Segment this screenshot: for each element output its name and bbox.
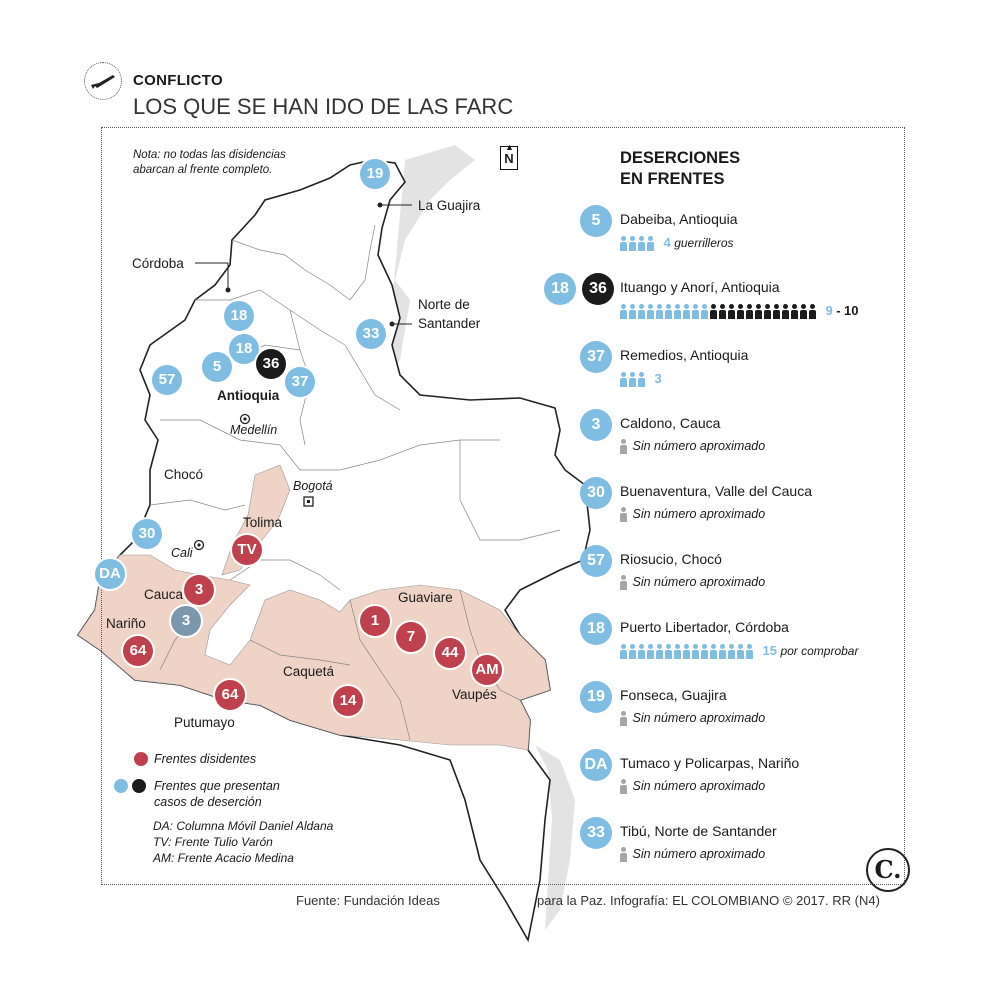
person-icon	[620, 779, 629, 794]
entry-unit: guerrilleros	[674, 236, 734, 250]
entry-place: Tibú, Norte de Santander	[620, 823, 777, 839]
entry-place: Riosucio, Chocó	[620, 551, 722, 567]
person-icons-black	[710, 304, 818, 319]
legend-red-dot	[134, 752, 148, 766]
source-text-left: Fuente: Fundación Ideas	[296, 893, 440, 908]
entry-count-row	[620, 235, 734, 251]
entry-sub: Sin número aproximado	[632, 507, 766, 521]
entry-badge-36: 36	[582, 273, 614, 305]
marker-front-18: 18	[224, 301, 254, 331]
marker-front-5: 5	[202, 352, 232, 382]
entry-badge: 37	[580, 341, 612, 373]
entry-buenaventura	[580, 477, 900, 537]
entry-sub-row	[620, 779, 765, 794]
entry-count-b: 10	[844, 303, 859, 318]
north-indicator: N	[500, 146, 518, 170]
entry-fonseca	[580, 681, 900, 741]
abbreviations	[153, 818, 333, 866]
label-norte-santander-1: Norte de	[418, 297, 470, 312]
label-cauca: Cauca	[144, 587, 184, 602]
marker-front-da: DA	[95, 559, 125, 589]
marker-front-18-ituango: 18	[229, 334, 259, 364]
entry-badge: 5	[580, 205, 612, 237]
person-icon	[620, 575, 629, 590]
marker-front-36: 36	[256, 349, 286, 379]
marker-front-37: 37	[285, 367, 315, 397]
entry-sub-row	[620, 439, 765, 454]
entry-dash: -	[836, 303, 841, 318]
abbr-tv: TV: Frente Tulio Varón	[153, 835, 273, 849]
entry-count-row	[620, 643, 858, 659]
entry-badge: 30	[580, 477, 612, 509]
label-la-guajira: La Guajira	[418, 198, 481, 213]
map-note: Nota: no todas las disidencias abarcan al frente completo.	[133, 149, 286, 176]
legend-black-dot	[132, 779, 146, 793]
label-tolima: Tolima	[243, 515, 283, 530]
section-kicker: CONFLICTO	[133, 72, 223, 89]
marker-front-57: 57	[152, 365, 182, 395]
entry-sub-row	[620, 711, 765, 726]
marker-front-30: 30	[132, 519, 162, 549]
entry-tibu	[580, 817, 900, 877]
el-colombiano-logo: C.	[866, 848, 910, 892]
entry-sub: Sin número aproximado	[632, 779, 766, 793]
abbr-da: DA: Columna Móvil Daniel Aldana	[153, 819, 334, 833]
label-choco: Chocó	[164, 467, 204, 482]
marker-front-tv: TV	[232, 535, 262, 565]
legend-blue-dot	[114, 779, 128, 793]
person-icon	[620, 847, 629, 862]
label-guaviare: Guaviare	[398, 590, 453, 605]
marker-front-1: 1	[360, 606, 390, 636]
entry-sub: Sin número aproximado	[632, 575, 766, 589]
entry-place: Ituango y Anorí, Antioquia	[620, 279, 780, 295]
entry-ituango	[544, 273, 904, 333]
entry-place: Buenaventura, Valle del Cauca	[620, 483, 812, 499]
entry-badge: 57	[580, 545, 612, 577]
desertions-heading	[620, 148, 740, 190]
entry-place: Puerto Libertador, Córdoba	[620, 619, 789, 635]
label-bogota: Bogotá	[293, 479, 333, 493]
marker-front-3-caldono: 3	[171, 606, 201, 636]
entry-place: Tumaco y Policarpas, Nariño	[620, 755, 800, 771]
marker-front-am: AM	[472, 655, 502, 685]
entry-count: 3	[654, 371, 662, 386]
label-medellin: Medellín	[230, 423, 278, 437]
entry-sub: Sin número aproximado	[632, 439, 766, 453]
marker-front-64-narino: 64	[123, 636, 153, 666]
legend-dissident: Frentes disidentes	[154, 752, 257, 766]
label-cali: Cali	[171, 546, 193, 560]
marker-front-3-dissident: 3	[184, 575, 214, 605]
entry-puerto-libertador	[580, 613, 900, 673]
entry-remedios	[580, 341, 900, 401]
entry-count-row	[620, 303, 859, 319]
abbr-am: AM: Frente Acacio Medina	[153, 851, 294, 865]
heading-line-2: EN FRENTES	[620, 170, 725, 188]
marker-front-33: 33	[356, 319, 386, 349]
entry-sub-row	[620, 507, 765, 522]
label-antioquia: Antioquia	[217, 388, 280, 403]
marker-front-64-putumayo: 64	[215, 680, 245, 710]
entry-badge: DA	[580, 749, 612, 781]
marker-front-19: 19	[360, 159, 390, 189]
person-icons-blue	[620, 304, 710, 319]
source-text-right: para la Paz. Infografía: EL COLOMBIANO © 2017. RR (N4)	[537, 893, 880, 908]
person-icon	[620, 507, 629, 522]
label-caqueta: Caquetá	[283, 664, 335, 679]
entry-tumaco	[580, 749, 900, 809]
label-cordoba: Córdoba	[132, 256, 184, 271]
marker-front-44: 44	[435, 638, 465, 668]
marker-front-7: 7	[396, 622, 426, 652]
rifle-icon	[84, 62, 122, 100]
legend-desertion-2: casos de deserción	[154, 795, 262, 809]
heading-line-1: DESERCIONES	[620, 149, 741, 167]
entry-count: 15	[762, 643, 777, 658]
legend-desertion-1: Frentes que presentan	[154, 779, 280, 793]
entry-badge: 33	[580, 817, 612, 849]
page-title: LOS QUE SE HAN IDO DE LAS FARC	[133, 94, 514, 119]
entry-place: Dabeiba, Antioquia	[620, 211, 738, 227]
person-icons	[620, 372, 647, 387]
label-narino: Nariño	[106, 616, 146, 631]
entry-unit: por comprobar	[780, 644, 859, 658]
entry-sub: Sin número aproximado	[632, 711, 766, 725]
person-icon	[620, 711, 629, 726]
label-vaupes: Vaupés	[452, 687, 497, 702]
person-icons	[620, 236, 656, 251]
entry-badge: 18	[580, 613, 612, 645]
entry-count-row	[620, 371, 662, 387]
person-icon	[620, 439, 629, 454]
entry-badge: 3	[580, 409, 612, 441]
north-arrow-icon: ▲	[505, 142, 514, 152]
label-norte-santander-2: Santander	[418, 316, 481, 331]
entry-sub-row	[620, 847, 765, 862]
entry-sub: Sin número aproximado	[632, 847, 766, 861]
marker-front-14: 14	[333, 686, 363, 716]
entry-riosucio	[580, 545, 900, 605]
person-icons	[620, 644, 755, 659]
entry-place: Fonseca, Guajira	[620, 687, 727, 703]
entry-badge: 19	[580, 681, 612, 713]
entry-count-a: 9	[825, 303, 833, 318]
entry-badge-18: 18	[544, 273, 576, 305]
label-putumayo: Putumayo	[174, 715, 235, 730]
entry-count: 4	[663, 235, 671, 250]
entry-place: Caldono, Cauca	[620, 415, 721, 431]
entry-caldono	[580, 409, 900, 469]
entry-place: Remedios, Antioquia	[620, 347, 749, 363]
entry-sub-row	[620, 575, 765, 590]
legend-desertion	[154, 778, 280, 810]
entry-dabeiba	[580, 205, 900, 265]
